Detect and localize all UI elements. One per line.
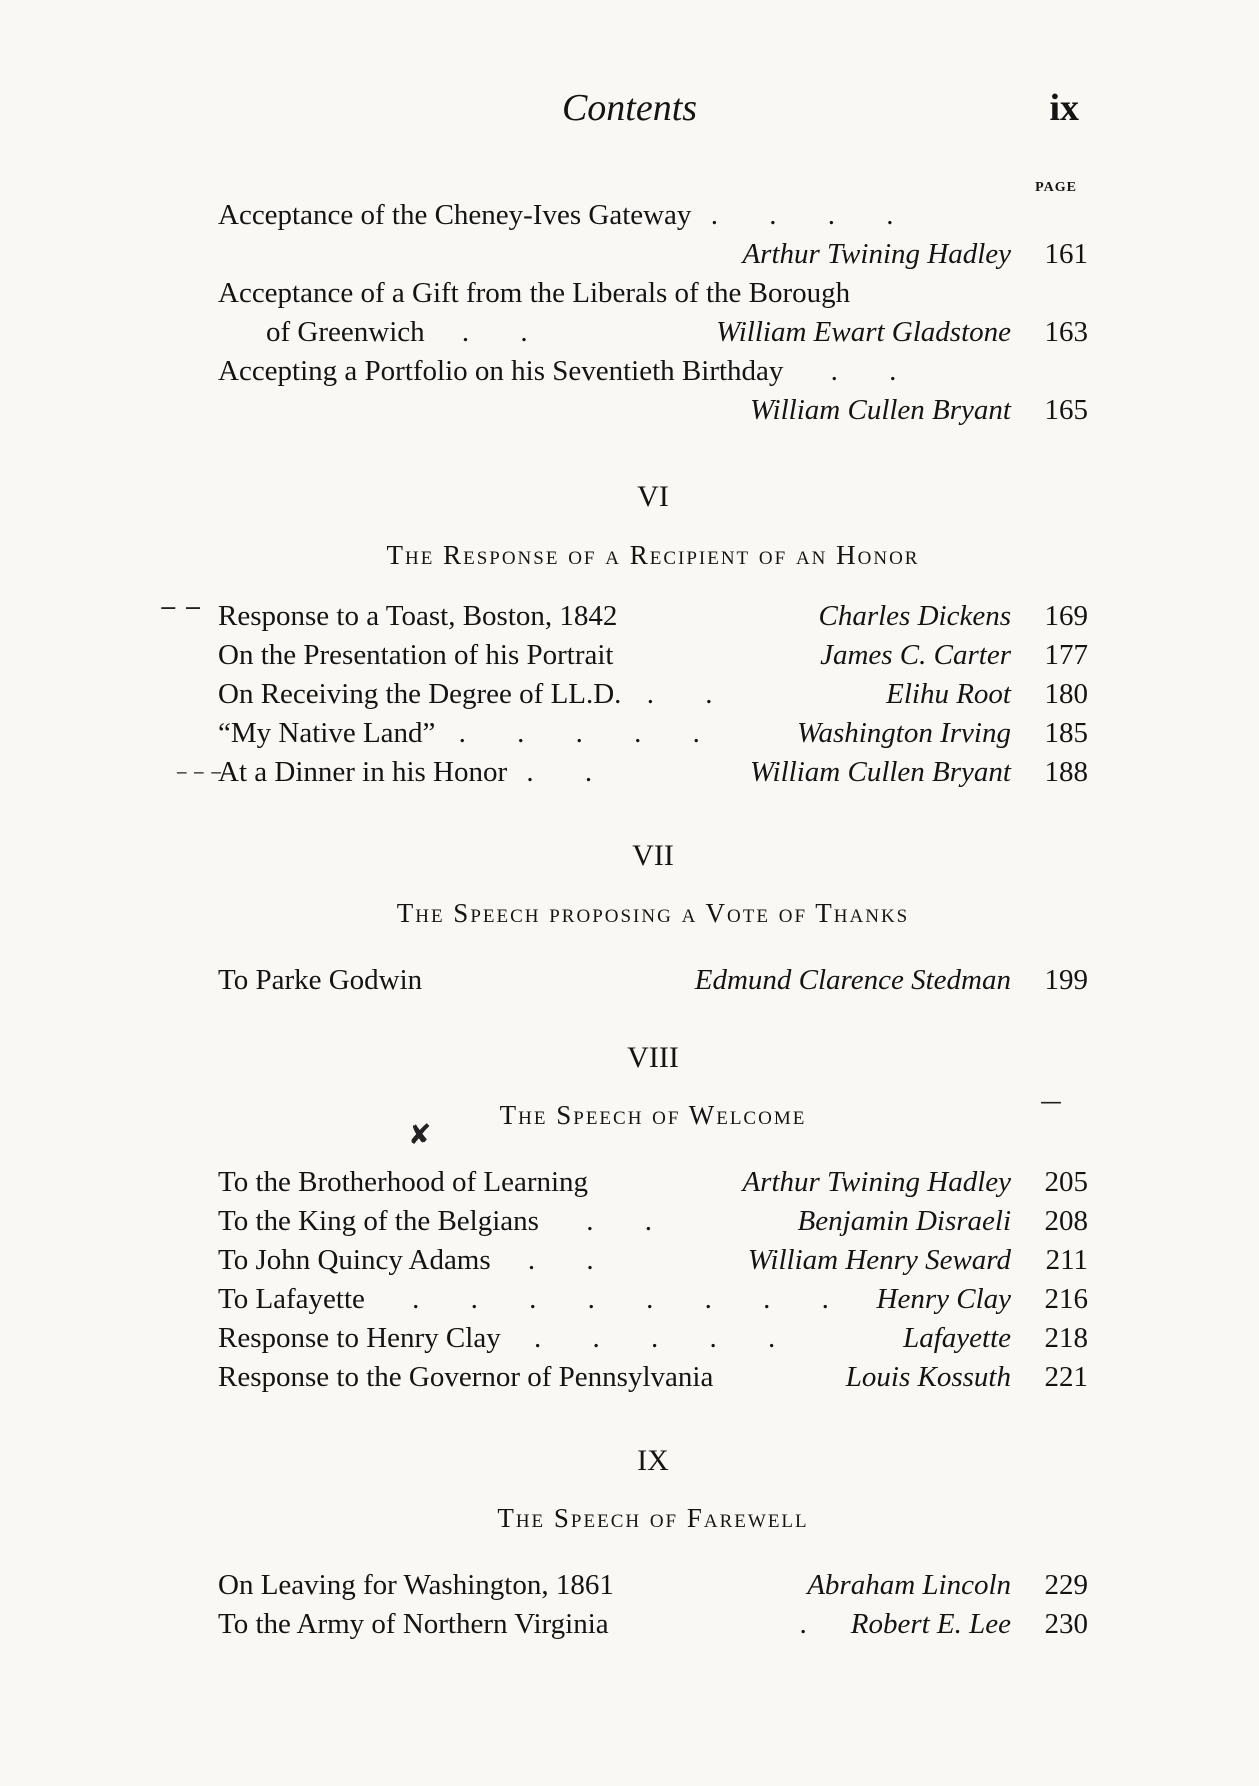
entry-title: To Parke Godwin (218, 964, 423, 996)
toc-entry (218, 753, 1088, 792)
toc-entry (218, 1280, 1088, 1319)
dot-leader: . . (527, 1244, 616, 1276)
toc-entry (218, 1202, 1088, 1241)
toc-entry (218, 714, 1088, 753)
entry-page: 221 (1044, 1361, 1088, 1393)
running-title: Contents (561, 87, 698, 129)
entry-title: On Receiving the Degree of LL.D. (218, 678, 622, 710)
entry-page: 169 (1044, 600, 1088, 632)
entry-title: To Lafayette (218, 1283, 365, 1315)
entry-title: Acceptance of a Gift from the Liberals of the Borough (218, 277, 851, 309)
entry-author: Arthur Twining Hadley (742, 238, 1011, 270)
entry-page: 205 (1044, 1166, 1088, 1198)
entry-author: Charles Dickens (818, 600, 1011, 632)
entry-author: Benjamin Disraeli (797, 1205, 1011, 1237)
entry-page: 185 (1044, 717, 1088, 749)
entry-title-continued: of Greenwich (266, 316, 425, 348)
entry-author: Lafayette (903, 1322, 1011, 1354)
dot-leader: . . (646, 678, 735, 710)
entry-title: To the Army of Northern Virginia (218, 1608, 609, 1640)
margin-mark-icon: — (1040, 1090, 1062, 1115)
toc-entry (218, 391, 1088, 430)
toc-entry-title-line (218, 274, 1088, 313)
entry-page: 161 (1044, 238, 1088, 270)
section-heading: The Speech of Welcome (499, 1100, 807, 1130)
toc-entry (218, 1163, 1088, 1202)
entry-author: Washington Irving (796, 717, 1011, 749)
dot-leader: . . . . . . . . (412, 1283, 851, 1315)
entry-title: Response to a Toast, Boston, 1842 (218, 600, 618, 632)
page-number: ix (1049, 87, 1079, 129)
entry-author: William Henry Seward (747, 1244, 1011, 1276)
dot-leader: . . . . . (533, 1322, 798, 1354)
dot-leader: . . (830, 355, 919, 387)
entry-page: 218 (1044, 1322, 1088, 1354)
entry-author: Edmund Clarence Stedman (694, 964, 1011, 996)
entry-title: To the Brotherhood of Learning (218, 1166, 589, 1198)
toc-entry-title-line (218, 352, 1088, 391)
entry-author: Robert E. Lee (850, 1608, 1011, 1640)
entry-page: 177 (1044, 639, 1088, 671)
entry-page: 229 (1044, 1569, 1088, 1601)
entry-title: On the Presentation of his Portrait (218, 639, 614, 671)
toc-entry (218, 675, 1088, 714)
toc-entry (218, 1358, 1088, 1397)
entry-page: 163 (1044, 316, 1088, 348)
dot-leader: . . (586, 1205, 674, 1237)
running-head (0, 86, 1259, 136)
entry-author: William Ewart Gladstone (716, 316, 1011, 348)
toc-entry (218, 235, 1088, 274)
entry-author: William Cullen Bryant (750, 394, 1011, 426)
section-numeral: VIII (627, 1041, 679, 1074)
entry-title: Accepting a Portfolio on his Seventieth Birthday (218, 355, 784, 387)
entry-title: Response to the Governor of Pennsylvania (218, 1361, 714, 1393)
entry-author: Henry Clay (876, 1283, 1011, 1315)
entry-page: 211 (1045, 1244, 1088, 1276)
section-numeral: IX (637, 1444, 669, 1477)
entry-title: At a Dinner in his Honor (218, 756, 508, 788)
dot-leader: . . . . (710, 199, 916, 231)
entry-page: 199 (1044, 964, 1088, 996)
dot-leader: . . . . . (458, 717, 722, 749)
entry-author: Elihu Root (886, 678, 1011, 710)
entry-page: 208 (1044, 1205, 1088, 1237)
toc-entry (218, 1605, 1088, 1644)
entry-page: 188 (1044, 756, 1088, 788)
toc-entry (218, 961, 1088, 1000)
toc-entry (218, 1241, 1088, 1280)
entry-title: On Leaving for Washington, 1861 (218, 1569, 614, 1601)
entry-author: William Cullen Bryant (750, 756, 1011, 788)
section-numeral: VI (637, 480, 669, 513)
entry-title: To the King of the Belgians (218, 1205, 539, 1237)
x-mark-icon: ✘ (408, 1118, 432, 1151)
dot-leader: . (800, 1608, 830, 1640)
toc-entry (218, 313, 1088, 352)
toc-entry (218, 1566, 1088, 1605)
entry-page: 230 (1044, 1608, 1088, 1640)
entry-author: Louis Kossuth (845, 1361, 1011, 1393)
entry-title: “My Native Land” (218, 717, 436, 749)
entry-author: Abraham Lincoln (807, 1569, 1011, 1601)
entry-page: 165 (1044, 394, 1088, 426)
section-heading: The Speech of Farewell (497, 1503, 809, 1533)
entry-author: Arthur Twining Hadley (742, 1166, 1011, 1198)
margin-mark-icon: ‒ ‒ ‒ (176, 762, 222, 783)
section-numeral: VII (632, 839, 674, 872)
page-column-label: PAGE (1035, 180, 1077, 195)
toc-entry-title-line (218, 196, 1088, 235)
contents-list (218, 196, 1088, 1644)
toc-entry (218, 597, 1088, 636)
dot-leader: . . (461, 316, 550, 348)
entry-title: Acceptance of the Cheney-Ives Gateway (218, 199, 692, 231)
section-heading: The Response of a Recipient of an Honor (386, 540, 920, 570)
entry-page: 216 (1044, 1283, 1088, 1315)
entry-title: Response to Henry Clay (218, 1322, 501, 1354)
entry-author: James C. Carter (820, 639, 1011, 671)
dot-leader: . . (526, 756, 615, 788)
entry-title: To John Quincy Adams (218, 1244, 491, 1276)
margin-mark-icon: ‒ ‒ (160, 592, 202, 622)
toc-entry (218, 636, 1088, 675)
section-heading: The Speech proposing a Vote of Thanks (396, 898, 910, 928)
toc-entry (218, 1319, 1088, 1358)
entry-page: 180 (1044, 678, 1088, 710)
